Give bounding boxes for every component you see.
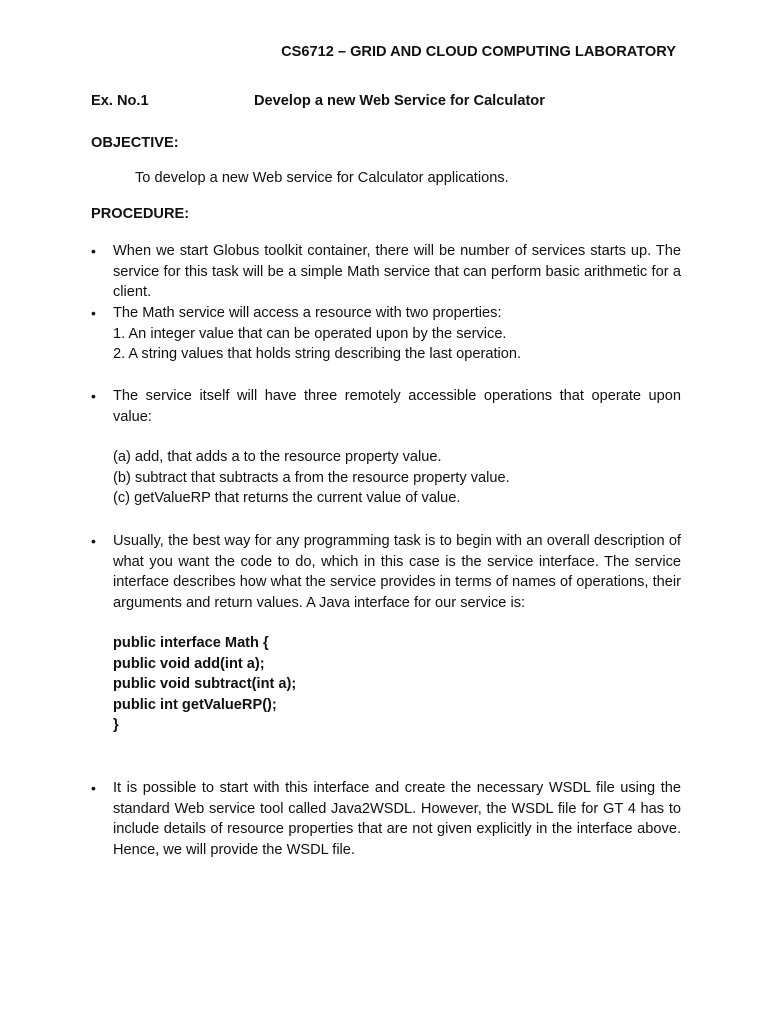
exercise-title: Develop a new Web Service for Calculator <box>254 93 545 109</box>
objective-heading: OBJECTIVE: <box>91 135 179 151</box>
code-line: public interface Math { <box>113 635 269 651</box>
procedure-bullet-3 <box>91 386 681 509</box>
list-item: 1. An integer value that can be operated upon by the service. <box>113 325 507 342</box>
bullet-icon: • <box>91 388 96 404</box>
bullet-text: It is possible to start with this interface and create the necessary WSDL file using the standard Web service tool called Java2WSDL. However, the WSDL file for GT 4 has to include details of resource properties that are not given explicitly in the interface above. Hence, we will provide the WSDL file. <box>113 780 681 858</box>
bullet-text: The service itself will have three remotely accessible operations that operate upon value: <box>113 388 681 425</box>
list-item: 2. A string values that holds string describing the last operation. <box>113 346 522 362</box>
bullet-icon: • <box>91 780 96 796</box>
exercise-number: Ex. No.1 <box>91 93 149 109</box>
bullet-text: When we start Globus toolkit container, there will be number of services starts up. The service for this task will be a simple Math service that can perform basic arithmetic for a client. <box>113 243 681 300</box>
code-line: public void add(int a); <box>113 655 265 672</box>
bullet-icon: • <box>91 243 96 259</box>
list-item: (a) add, that adds a to the resource property value. <box>113 449 442 465</box>
procedure-bullet-4 <box>91 531 681 736</box>
list-item: (c) getValueRP that returns the current value of value. <box>113 490 461 506</box>
code-line: } <box>113 717 119 733</box>
procedure-bullet-5 <box>91 778 681 860</box>
procedure-bullet-1 <box>91 241 681 303</box>
code-line: public void subtract(int a); <box>113 676 297 692</box>
document-header: CS6712 – GRID AND CLOUD COMPUTING LABORATORY <box>281 44 676 60</box>
bullet-text: The Math service will access a resource with two properties: <box>113 305 502 321</box>
procedure-bullet-2 <box>91 303 681 365</box>
procedure-heading: PROCEDURE: <box>91 206 190 222</box>
list-item: (b) subtract that subtracts a from the resource property value. <box>113 469 510 486</box>
bullet-icon: • <box>91 305 96 321</box>
bullet-icon: • <box>91 533 96 549</box>
bullet-text: Usually, the best way for any programming task is to begin with an overall description of what you want the code to do, which in this case is the service interface. The service interface describes how what the service provides in terms of names of operations, their arguments and return values. A Java interface for our service is: <box>113 533 681 611</box>
objective-text: To develop a new Web service for Calculator applications. <box>135 170 509 186</box>
code-line: public int getValueRP(); <box>113 696 277 713</box>
